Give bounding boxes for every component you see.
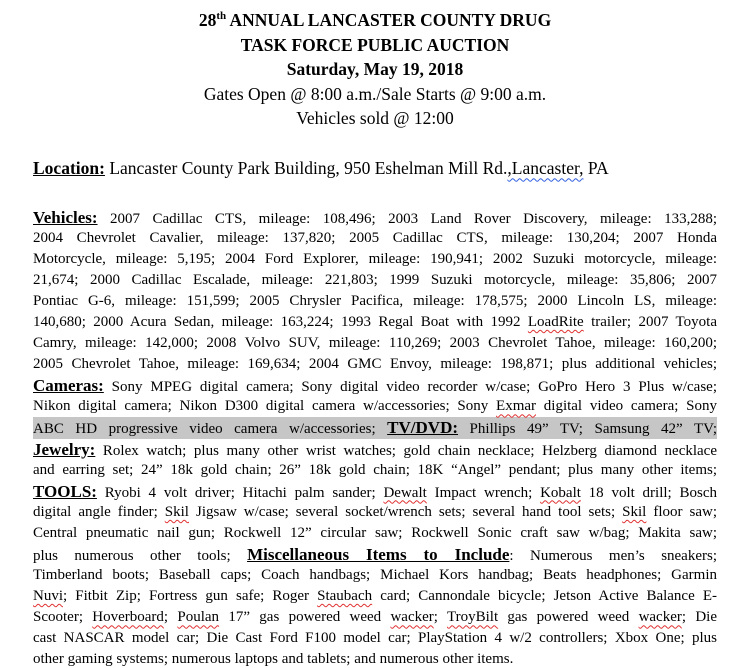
text-run: Central pneumatic nail gun; Rockwell 12” circular saw; Rockwell Sonic craft saw w/bag; Makita saw; <box>33 524 717 541</box>
section-heading: TOOLS: <box>33 481 97 501</box>
body-line <box>33 565 717 586</box>
text-run: digital angle finder; <box>33 503 165 520</box>
misspelled-word: Staubach <box>317 588 373 605</box>
title-line-2: TASK FORCE PUBLIC AUCTION <box>240 34 510 55</box>
title-text: ANNUAL LANCASTER COUNTY DRUG <box>226 10 552 30</box>
body-line <box>33 439 717 460</box>
body-line <box>33 544 717 565</box>
text-run: trailer; 2007 Toyota <box>583 313 717 330</box>
body-line <box>33 312 717 333</box>
body-line <box>33 375 717 396</box>
misspelled-word: Dewalt <box>383 484 427 501</box>
text-run: Pontiac G-6, mileage: 151,599; 2005 Chrysler Pacifica, mileage: 178,575; 2000 Lincoln LS, mileage: <box>33 292 717 309</box>
text-run: Camry, mileage: 142,000; 2008 Volvo SUV, mileage: 110,269; 2003 Chevrolet Tahoe, mileage: 160,200; <box>33 335 717 352</box>
text-run: digital video camera; Sony <box>536 398 717 415</box>
title-number: 28 <box>198 10 217 30</box>
misspelled-word: Kobalt <box>540 484 581 501</box>
misspelled-word: Skil <box>622 503 647 520</box>
body-line <box>33 396 717 417</box>
misspelled-word: TroyBilt <box>446 609 499 626</box>
text-run: Ryobi 4 volt driver; Hitachi palm sander; <box>96 484 384 501</box>
body-line <box>33 628 717 649</box>
body-line <box>33 354 717 375</box>
highlighted-line <box>33 417 717 438</box>
title-line-1 <box>33 8 717 33</box>
text-run: 18 volt drill; Bosch <box>580 484 717 501</box>
misspelled-word: Nuvi <box>33 588 63 605</box>
body-line <box>33 249 717 270</box>
misspelled-word: Poulan <box>177 609 220 626</box>
auction-items-text <box>33 207 717 668</box>
body-line <box>33 207 717 228</box>
text-run: ; <box>433 609 447 626</box>
section-heading: Vehicles: <box>33 207 98 227</box>
text-run: Timberland boots; Baseball caps; Coach handbags; Michael Kors handbag; Beats headphones; Garmin <box>33 567 717 584</box>
text-run: ; Die <box>681 609 717 626</box>
misspelled-word: LoadRite <box>527 313 584 330</box>
text-run: 2005 Chevrolet Tahoe, mileage: 169,634; 2004 GMC Envoy, mileage: 198,871; plus additional vehicles; <box>33 356 717 373</box>
body-line <box>33 586 717 607</box>
body-line <box>33 228 717 249</box>
event-times: Gates Open @ 8:00 a.m./Sale Starts @ 9:00 a.m. <box>203 83 547 104</box>
text-run: 21,674; 2000 Cadillac Escalade, mileage: 221,803; 1999 Suzuki motorcycle, mileage: 35,806; 2007 <box>33 271 717 288</box>
text-run: ; Fitbit Zip; Fortress gun safe; Roger <box>63 588 318 605</box>
body-line <box>33 270 717 291</box>
text-run: card; Cannondale bicycle; Jetson Active Balance E- <box>372 588 717 605</box>
section-heading: Jewelry: <box>33 439 96 459</box>
text-run: Jigsaw w/case; several socket/wrench sets; several hand tool sets; <box>188 503 623 520</box>
text-run: gas powered weed <box>498 609 639 626</box>
body-line <box>33 502 717 523</box>
misspelled-word: wacker <box>390 609 434 626</box>
text-run: ; <box>163 609 178 626</box>
text-run: : Numerous men’s sneakers; <box>509 548 717 564</box>
body-line <box>33 333 717 354</box>
body-line <box>33 523 717 544</box>
misspelled-word: wacker <box>638 609 682 626</box>
location-state: PA <box>583 157 609 178</box>
text-run: other gaming systems; numerous laptops and tablets; and numerous other items. <box>33 651 514 668</box>
text-run: and earring set; 24” 18k gold chain; 26” 18k gold chain; 18K “Angel” pendant; plus many other items; <box>33 461 717 478</box>
body-line <box>33 481 717 502</box>
text-run: 140,680; 2000 Acura Sedan, mileage: 163,224; 1993 Regal Boat with 1992 <box>33 313 528 330</box>
text-run: 2007 Cadillac CTS, mileage: 108,496; 2003 Land Rover Discovery, mileage: 133,288; <box>97 210 717 227</box>
location-line <box>33 156 717 180</box>
location-label: Location: <box>33 157 105 178</box>
text-run: Phillips 49” TV; Samsung 42” TV; <box>458 421 717 438</box>
body-line <box>33 291 717 312</box>
text-run: 17” gas powered weed <box>219 609 391 626</box>
grammar-flagged-text: ,Lancaster, <box>507 157 584 178</box>
section-heading: TV/DVD: <box>387 418 459 438</box>
text-run: Impact wrench; <box>426 484 541 501</box>
misspelled-word: Exmar <box>496 398 537 415</box>
section-heading: Miscellaneous Items to Include <box>247 545 510 564</box>
text-run: ABC HD progressive video camera w/accessories; <box>33 421 388 438</box>
text-run: Sony MPEG digital camera; Sony digital video recorder w/case; GoPro Hero 3 Plus w/case; <box>103 379 717 396</box>
text-run: Rolex watch; plus many other wrist watches; gold chain necklace; Helzberg diamond necklace <box>95 442 717 459</box>
document-header <box>33 8 717 131</box>
text-run: cast NASCAR model car; Die Cast Ford F100 model car; PlayStation 4 w/2 controllers; Xbox One; plus <box>33 630 717 647</box>
event-date: Saturday, May 19, 2018 <box>286 59 464 79</box>
body-line <box>33 607 717 628</box>
section-heading: Cameras: <box>33 376 104 396</box>
location-address: Lancaster County Park Building, 950 Eshelman Mill Rd. <box>104 157 508 178</box>
vehicle-sale-time: Vehicles sold @ 12:00 <box>296 108 454 128</box>
ordinal-superscript: th <box>216 10 227 23</box>
body-line <box>33 649 717 668</box>
text-run: Scooter; <box>33 609 93 626</box>
body-line <box>33 460 717 481</box>
text-run: Nikon digital camera; Nikon D300 digital camera w/accessories; Sony <box>33 398 497 415</box>
misspelled-word: Hoverboard <box>92 609 164 626</box>
text-run: floor saw; <box>646 503 718 520</box>
text-run: 2004 Chevrolet Cavalier, mileage: 137,820; 2005 Cadillac CTS, mileage: 130,204; 2007 Honda <box>33 229 717 246</box>
misspelled-word: Skil <box>164 503 189 520</box>
text-run: plus numerous other tools; <box>33 548 248 564</box>
text-run: Motorcycle, mileage: 5,195; 2004 Ford Explorer, mileage: 190,941; 2002 Suzuki motorcycle, mileage: <box>33 250 717 267</box>
